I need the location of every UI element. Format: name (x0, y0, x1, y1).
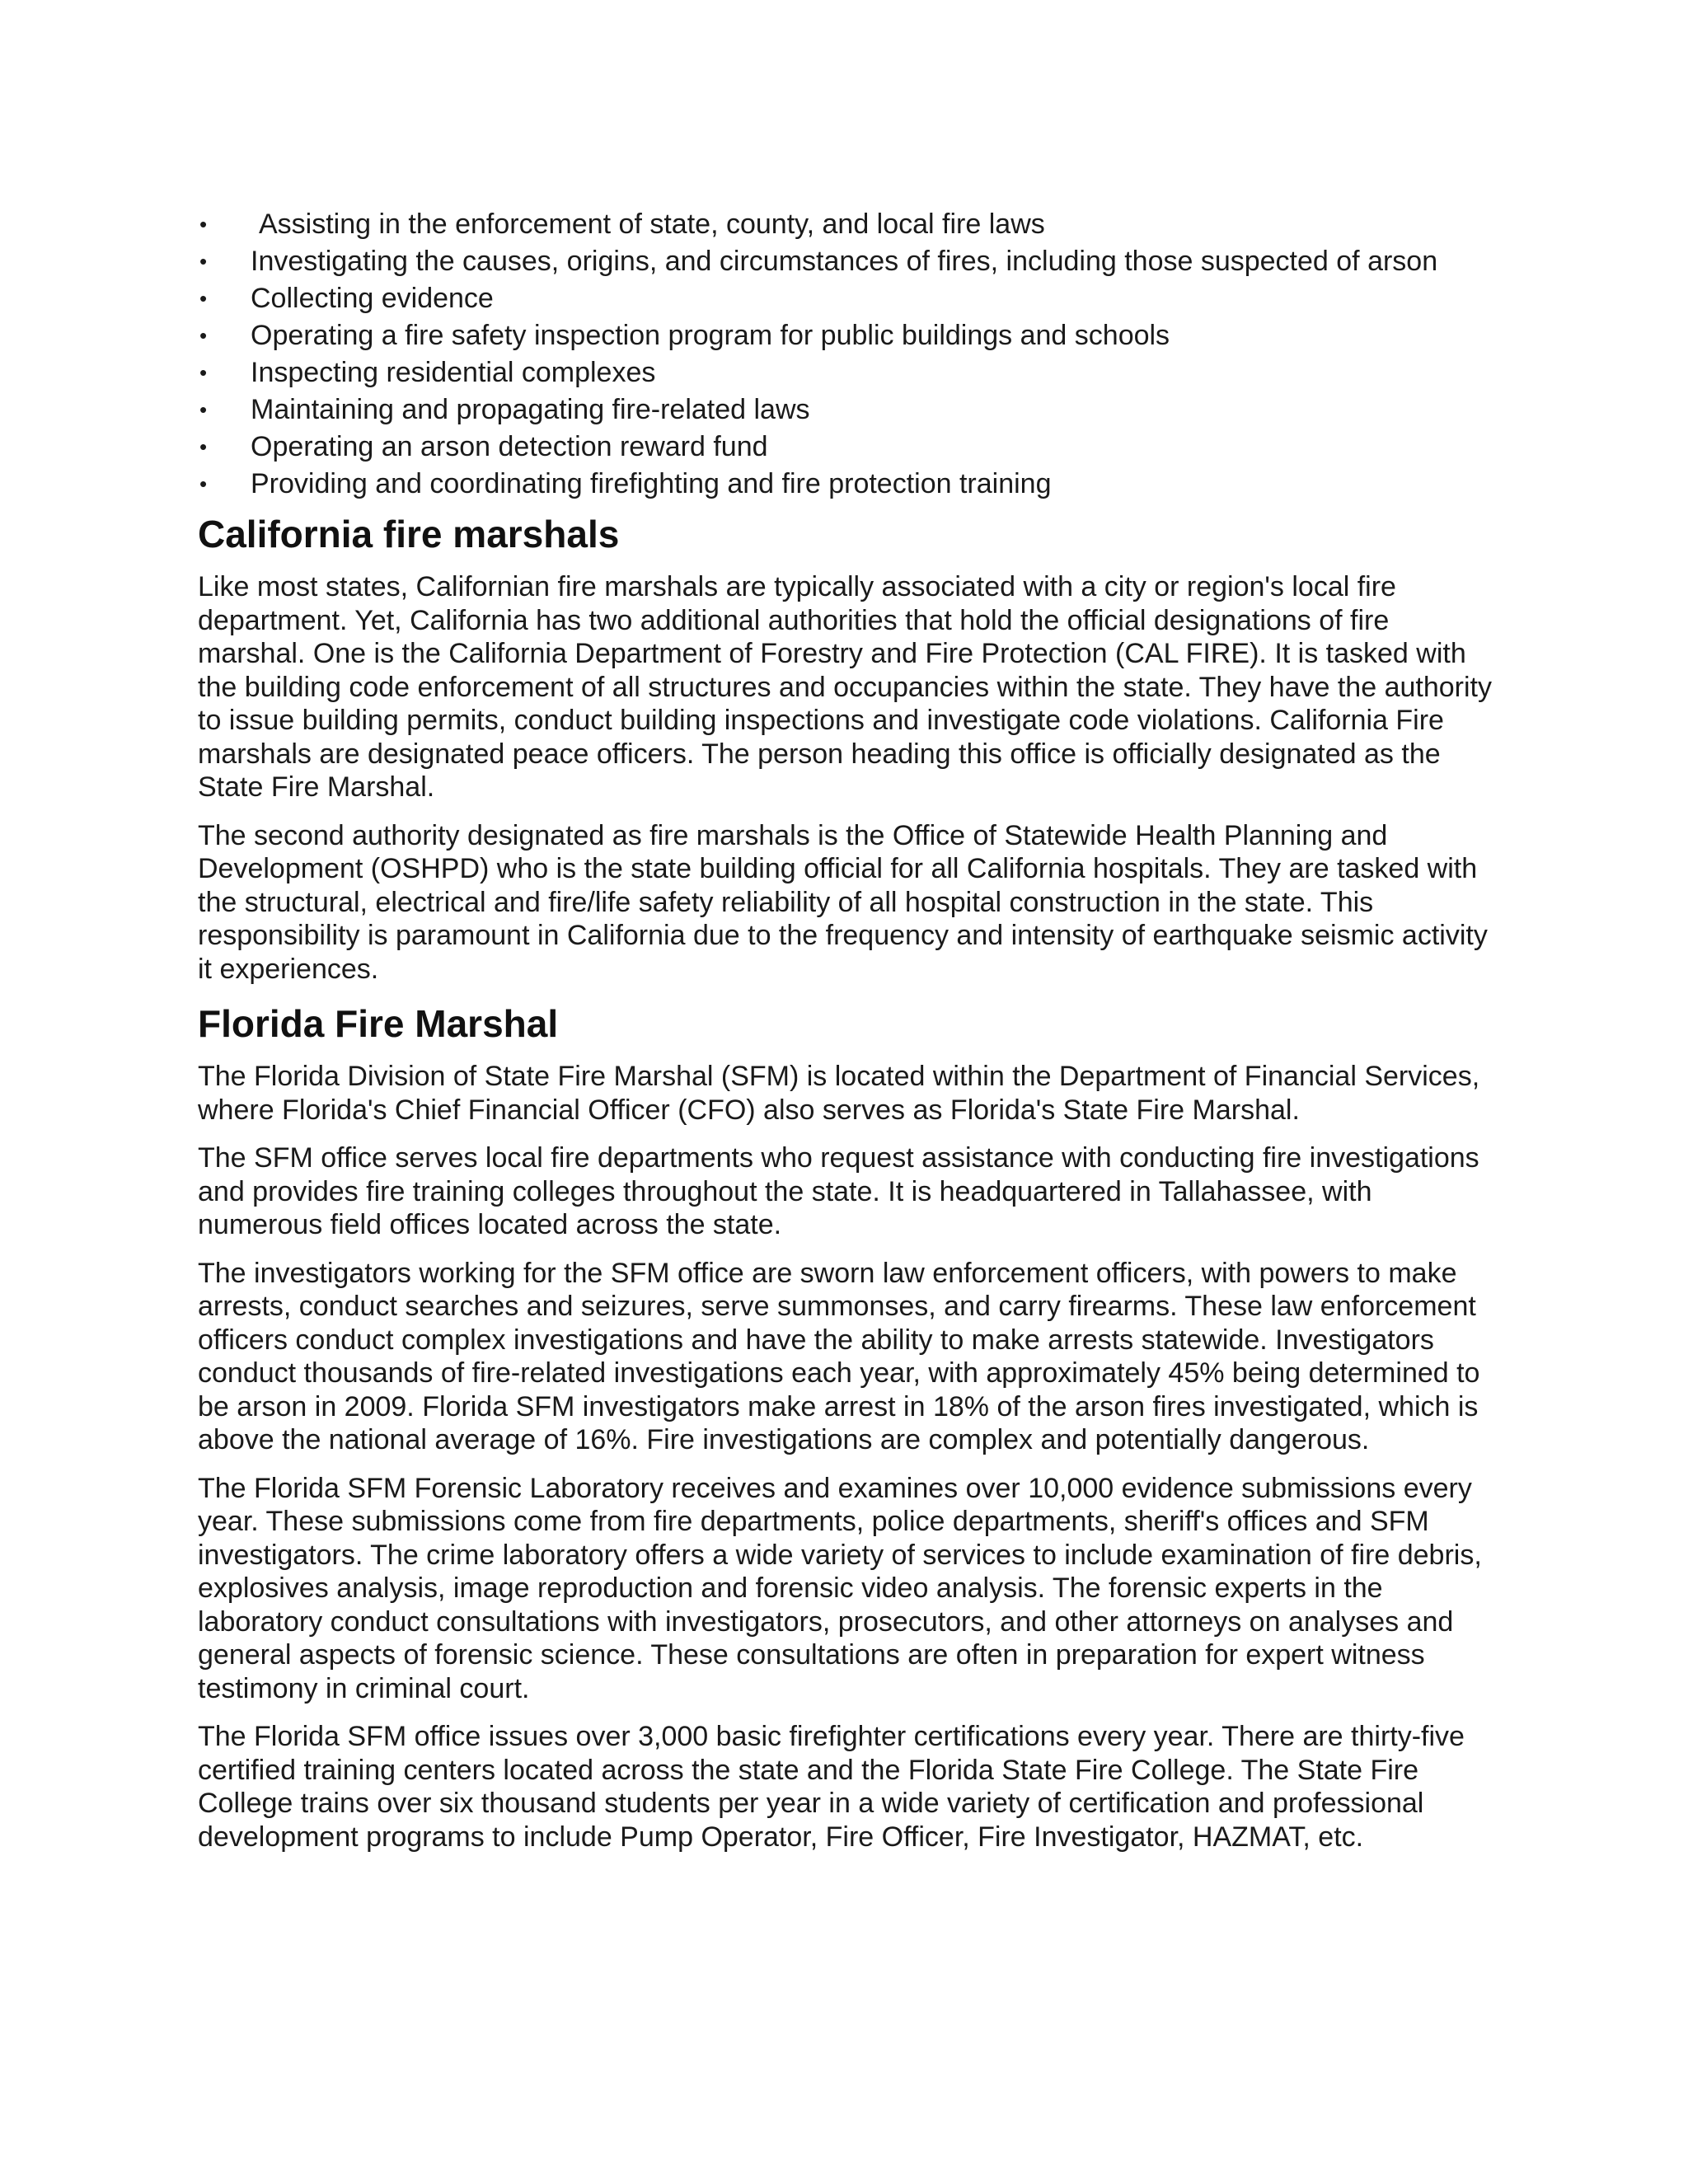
list-item-text: Assisting in the enforcement of state, county, and local fire laws (259, 209, 1045, 240)
bullet-icon: • (199, 397, 208, 422)
list-item (198, 243, 1500, 280)
list-item (198, 317, 1500, 354)
list-item-text: Collecting evidence (251, 283, 494, 314)
section-heading: Florida Fire Marshal (198, 1002, 559, 1045)
list-item (198, 391, 1500, 429)
bullet-icon: • (199, 471, 208, 496)
paragraph: The second authority designated as fire marshals is the Office of Statewide Health Planning and Development (OSHPD) who is the state building official for all California hospitals. They are tasked with the structural, electrical and fire/life safety reliability of all hospital construction in the state. This responsibility is paramount in California due to the frequency and intensity of earthquake seismic activity it experiences. (198, 819, 1488, 985)
list-item (198, 354, 1500, 391)
list-item-text: Operating a fire safety inspection program for public buildings and schools (251, 320, 1170, 351)
paragraph: The SFM office serves local fire departments who request assistance with conducting fire investigations and provides fire training colleges throughout the state. It is headquartered in Tallahassee, with numerous field offices located across the state. (198, 1142, 1479, 1240)
bullet-icon: • (199, 360, 208, 385)
bullet-icon: • (199, 434, 208, 459)
list-item-text: Operating an arson detection reward fund (251, 431, 768, 462)
bullet-icon: • (199, 212, 208, 237)
list-item (198, 429, 1500, 466)
paragraph: The Florida Division of State Fire Marshal (SFM) is located within the Department of Financial Services, where Florida's Chief Financial Officer (CFO) also serves as Florida's State Fire Marshal. (198, 1061, 1480, 1126)
paragraph: The investigators working for the SFM office are sworn law enforcement officers, with powers to make arrests, conduct searches and seizures, serve summonses, and carry firearms. These law enforcement officers conduct complex investigations and have the ability to make arrests statewide. Investigators conduct thousands of fire-related investigations each year, with approximately 45% being determined to be arson in 2009. Florida SFM investigators make arrest in 18% of the arson fires investigated, which is above the national average of 16%. Fire investigations are complex and potentially dangerous. (198, 1257, 1480, 1455)
paragraph: The Florida SFM Forensic Laboratory receives and examines over 10,000 evidence submissions every year. These submissions come from fire departments, police departments, sheriff's offices and SFM investigators. The crime laboratory offers a wide variety of services to include examination of fire debris, explosives analysis, image reproduction and forensic video analysis. The forensic experts in the laboratory conduct consultations with investigators, prosecutors, and other attorneys on analyses and general aspects of forensic science. These consultations are often in preparation for expert witness testimony in criminal court. (198, 1472, 1482, 1704)
list-item-text: Investigating the causes, origins, and circumstances of fires, including those suspected of arson (251, 246, 1438, 277)
bullet-icon: • (199, 286, 208, 311)
bullet-icon: • (199, 323, 208, 348)
bullet-icon: • (199, 249, 208, 274)
california-section (198, 511, 1500, 986)
florida-section (198, 1001, 1500, 1854)
list-item (198, 206, 1500, 243)
paragraph: The Florida SFM office issues over 3,000 basic firefighter certifications every year. There are thirty-five certified training centers located across the state and the Florida State Fire College. The State Fire College trains over six thousand students per year in a wide variety of certification and professional development programs to include Pump Operator, Fire Officer, Fire Investigator, HAZMAT, etc. (198, 1721, 1465, 1853)
list-item-text: Maintaining and propagating fire-related laws (251, 394, 810, 425)
list-item (198, 280, 1500, 317)
section-heading: California fire marshals (198, 513, 620, 555)
document-page (198, 206, 1500, 1868)
list-item-text: Providing and coordinating firefighting and fire protection training (251, 468, 1052, 499)
list-item (198, 466, 1500, 503)
duties-list (198, 206, 1500, 503)
paragraph: Like most states, Californian fire marshals are typically associated with a city or region's local fire department. Yet, California has two additional authorities that hold the official designations of fire marshal. One is the California Department of Forestry and Fire Protection (CAL FIRE). It is tasked with the building code enforcement of all structures and occupancies within the state. They have the authority to issue building permits, conduct building inspections and investigate code violations. California Fire marshals are designated peace officers. The person heading this office is officially designated as the State Fire Marshal. (198, 571, 1492, 803)
list-item-text: Inspecting residential complexes (251, 357, 656, 388)
